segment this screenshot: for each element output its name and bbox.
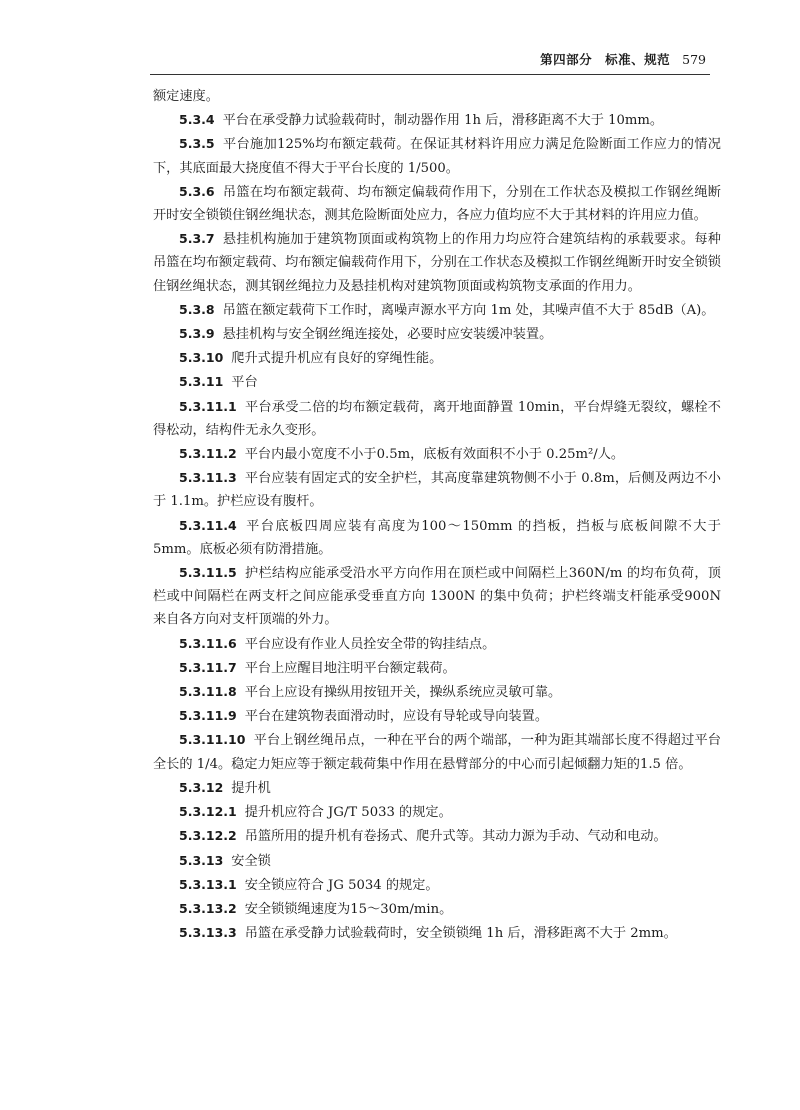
clause-number: 5.3.8 [179,301,215,317]
clause-paragraph [153,897,721,921]
clause-paragraph [153,776,721,800]
clause-paragraph [153,849,721,873]
clause-text: 平台应设有作业人员拴安全带的钩挂结点。 [244,636,496,652]
clause-text: 平台上应设有操纵用按钮开关，操纵系统应灵敏可靠。 [244,685,562,701]
page-header [150,50,710,75]
clause-paragraph [153,656,721,680]
clause-number: 5.3.10 [179,350,224,366]
clause-number: 5.3.12.1 [179,804,237,820]
clause-number: 5.3.11.4 [179,517,237,533]
clause-number: 5.3.12.2 [179,828,237,844]
page-number: 579 [682,52,706,67]
clause-paragraph [153,322,721,346]
clause-paragraph [153,227,721,298]
clause-paragraph [153,800,721,824]
clause-paragraph [153,632,721,656]
clause-number: 5.3.11 [179,374,224,390]
clause-paragraph [153,921,721,945]
clause-paragraph [153,466,721,513]
clause-paragraph [153,873,721,897]
clause-text: 悬挂机构施加于建筑物顶面或构筑物上的作用力均应符合建筑结构的承载要求。每种吊篮在均布额定载荷、均布额定偏载荷作用下，分别在工作状态及模拟工作钢丝绳断开时安全锁锁住钢丝绳状态，测其钢丝绳拉力及悬挂机构对建筑物顶面或构筑物支承面的作用力。 [153,232,721,294]
clause-number: 5.3.11.5 [179,565,237,581]
clause-paragraph [153,442,721,466]
clause-number: 5.3.13.2 [179,900,237,916]
clause-number: 5.3.12 [179,779,224,795]
clause-paragraph [153,108,721,132]
clause-text: 护栏结构应能承受沿水平方向作用在顶栏或中间隔栏上360N/m 的均布负荷，顶栏或中间隔栏在两支杆之间应能承受垂直方向 1300N 的集中负荷；护栏终端支杆能承受900N 来自各方向对支杆顶端的外力。 [153,566,721,628]
clause-paragraph [153,561,721,632]
clause-paragraph [153,680,721,704]
clause-number: 5.3.11.7 [179,659,237,675]
clause-text: 安全锁锁绳速度为15～30m/min。 [244,901,453,917]
clause-text: 平台在承受静力试验载荷时，制动器作用 1h 后，滑移距离不大于 10mm。 [222,113,664,129]
clause-number: 5.3.4 [179,112,215,128]
clause-paragraph [153,728,721,775]
clause-text: 平台上应醒目地注明平台额定载荷。 [244,660,456,676]
clause-text: 平台施加125%均布额定载荷。在保证其材料许用应力满足危险断面工作应力的情况下，其底面最大挠度值不得大于平台长度的 1/500。 [153,137,721,176]
clause-text: 平台在建筑物表面滑动时，应设有导轮或导向装置。 [244,709,549,725]
clause-number: 5.3.11.1 [179,398,237,414]
clause-text: 吊篮在均布额定载荷、均布额定偏载荷作用下，分别在工作状态及模拟工作钢丝绳断开时安全锁锁住钢丝绳状态，测其危险断面处应力，各应力值均应不大于其材料的许用应力值。 [153,184,721,224]
clause-text: 平台承受二倍的均布额定载荷，离开地面静置 10min，平台焊缝无裂纹，螺栓不得松动，结构件无永久变形。 [153,399,721,438]
clause-paragraph [153,298,721,322]
clause-number: 5.3.7 [179,231,215,247]
clause-number: 5.3.11.8 [179,684,237,700]
clause-number: 5.3.11.2 [179,446,237,462]
clause-number: 5.3.9 [179,326,215,342]
section-title: 第四部分 标准、规范 [540,52,671,67]
clause-number: 5.3.11.9 [179,708,237,724]
clause-paragraph [153,85,721,108]
clause-number: 5.3.11.6 [179,635,237,651]
clause-paragraph [153,514,721,561]
clause-text: 吊篮所用的提升机有卷扬式、爬升式等。其动力源为手动、气动和电动。 [244,829,667,845]
clause-paragraph [153,395,721,442]
clause-paragraph [153,704,721,728]
clause-text: 提升机 [231,780,271,796]
clause-number: 5.3.11.10 [179,732,246,748]
clause-text: 提升机应符合 JG/T 5033 的规定。 [244,805,452,821]
clause-number: 5.3.13.3 [179,925,237,941]
clause-paragraph [153,824,721,848]
clause-text: 平台上钢丝绳吊点，一种在平台的两个端部，一种为距其端部长度不得超过平台全长的 1/4。稳定力矩应等于额定载荷集中作用在悬臂部分的中心而引起倾翻力矩的1.5 倍。 [153,733,721,772]
clause-number: 5.3.13 [179,852,224,868]
clause-paragraph [153,346,721,370]
clause-text: 平台内最小宽度不小于0.5m，底板有效面积不小于 0.25m²/人。 [244,447,625,463]
document-body [153,85,721,945]
clause-paragraph [153,132,721,179]
clause-number: 5.3.13.1 [179,876,237,892]
clause-text: 平台应装有固定式的安全护栏，其高度靠建筑物侧不小于 0.8m，后侧及两边不小于 1.1m。护栏应设有腹杆。 [153,471,721,510]
clause-number: 5.3.6 [179,183,215,199]
clause-text: 安全锁应符合 JG 5034 的规定。 [244,877,439,893]
clause-text: 平台底板四周应装有高度为100～150mm 的挡板，挡板与底板间隙不大于5mm。底板必须有防滑措施。 [153,518,721,557]
clause-text: 安全锁 [231,853,271,869]
clause-text: 额定速度。 [153,89,219,104]
clause-number: 5.3.5 [179,136,215,152]
clause-text: 爬升式提升机应有良好的穿绳性能。 [231,351,443,367]
clause-paragraph [153,180,721,227]
clause-text: 悬挂机构与安全钢丝绳连接处，必要时应安装缓冲装置。 [222,327,553,343]
clause-paragraph [153,370,721,394]
clause-number: 5.3.11.3 [179,470,237,486]
clause-text: 吊篮在额定载荷下工作时，离噪声源水平方向 1m 处，其噪声值不大于 85dB（A)。 [222,302,715,318]
clause-text: 吊篮在承受静力试验载荷时，安全锁锁绳 1h 后，滑移距离不大于 2mm。 [244,926,677,942]
clause-text: 平台 [231,375,258,391]
